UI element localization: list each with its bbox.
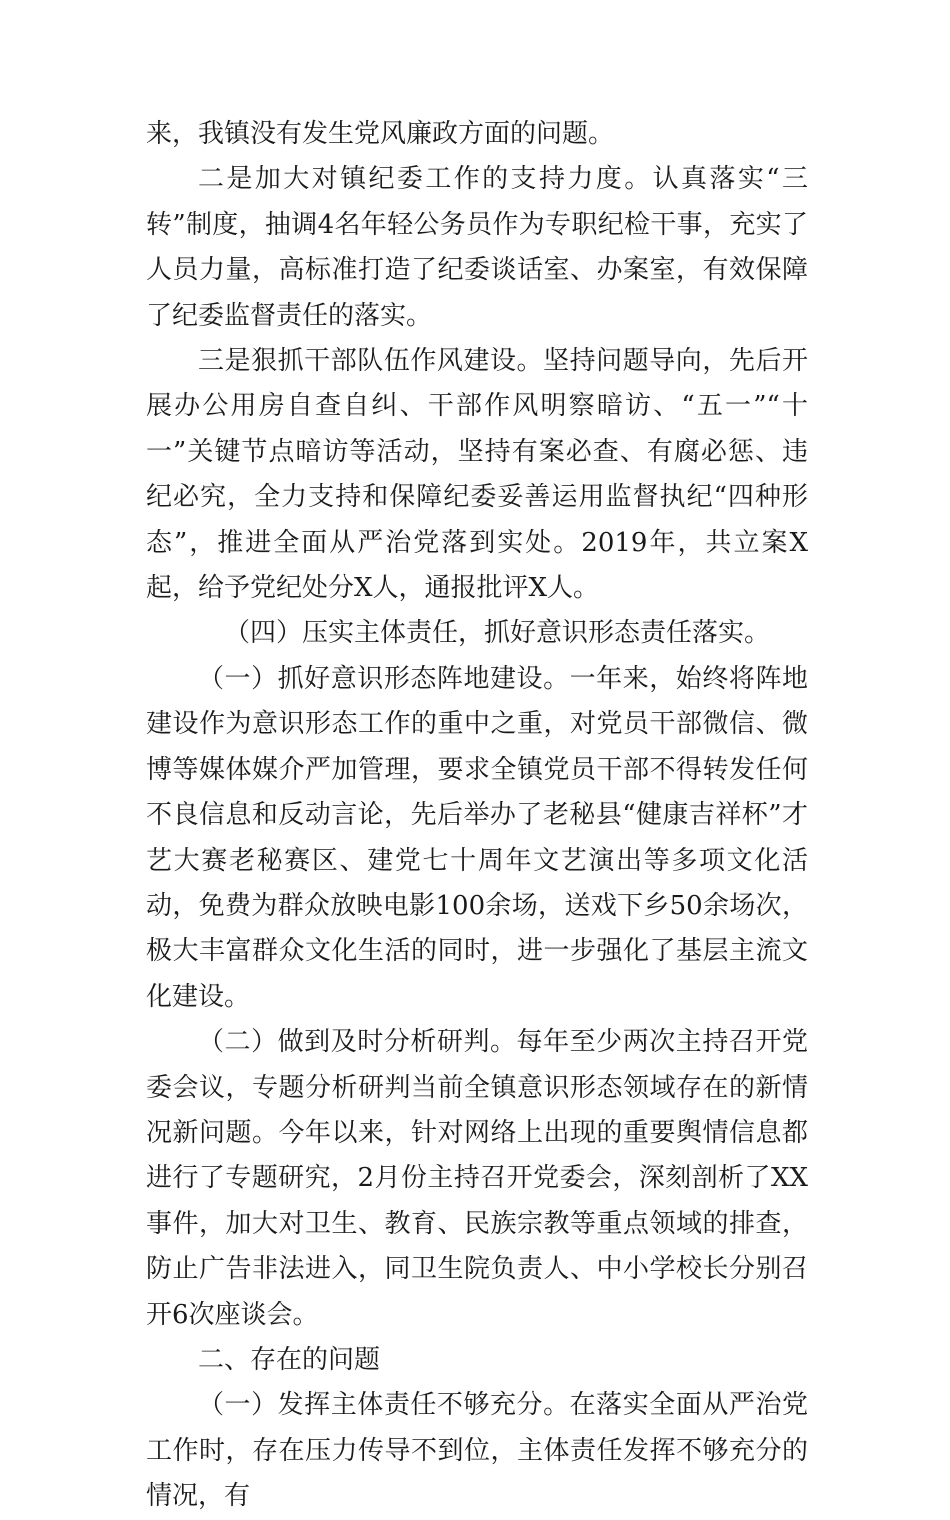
paragraph-discipline-support: 二是加大对镇纪委工作的支持力度。认真落实“三转”制度，抽调4名年轻公务员作为专职纪检干事，充实了人员力量，高标准打造了纪委谈话室、办案室，有效保障了纪委监督责任的落实。 xyxy=(146,164,808,331)
paragraph-problem-1: （一）发挥主体责任不够充分。在落实全面从严治党工作时，存在压力传导不到位，主体责任发挥不够充分的情况，有 xyxy=(146,1390,808,1512)
paragraph-analysis: （二）做到及时分析研判。每年至少两次主持召开党委会议，专题分析研判当前全镇意识形态领域存在的新情况新问题。今年以来，针对网络上出现的重要舆情信息都进行了专题研究，2月份主持召开党委会，深刻剖析了XX事件，加大对卫生、教育、民族宗教等重点领域的排查，防止广告非法进入，同卫生院负责人、中小学校长分别召开6次座谈会。 xyxy=(146,1027,808,1330)
document-body xyxy=(146,112,808,1520)
section-heading-ideology: （四）压实主体责任，抓好意识形态责任落实。 xyxy=(224,618,771,649)
paragraph-continuation: 来，我镇没有发生党风廉政方面的问题。 xyxy=(146,119,615,149)
paragraph-ideology-position: （一）抓好意识形态阵地建设。一年来，始终将阵地建设作为意识形态工作的重中之重，对党员干部微信、微博等媒体媒介严加管理，要求全镇党员干部不得转发任何不良信息和反动言论，先后举办了老秘县“健康吉祥杯”才艺大赛老秘赛区、建党七十周年文艺演出等多项文化活动，免费为群众放映电影100余场，送戏下乡50余场次，极大丰富群众文化生活的同时，进一步强化了基层主流文化建设。 xyxy=(146,663,808,1012)
section-heading-problems: 二、存在的问题 xyxy=(198,1344,381,1375)
paragraph-work-style: 三是狠抓干部队伍作风建设。坚持问题导向，先后开展办公用房自查自纠、干部作风明察暗访、“五一”“十一”关键节点暗访等活动，坚持有案必查、有腐必惩、违纪必究，全力支持和保障纪委妥善运用监督执纪“四种形态”，推进全面从严治党落到实处。2019年，共立案X起，给予党纪处分X人，通报批评X人。 xyxy=(146,346,808,604)
